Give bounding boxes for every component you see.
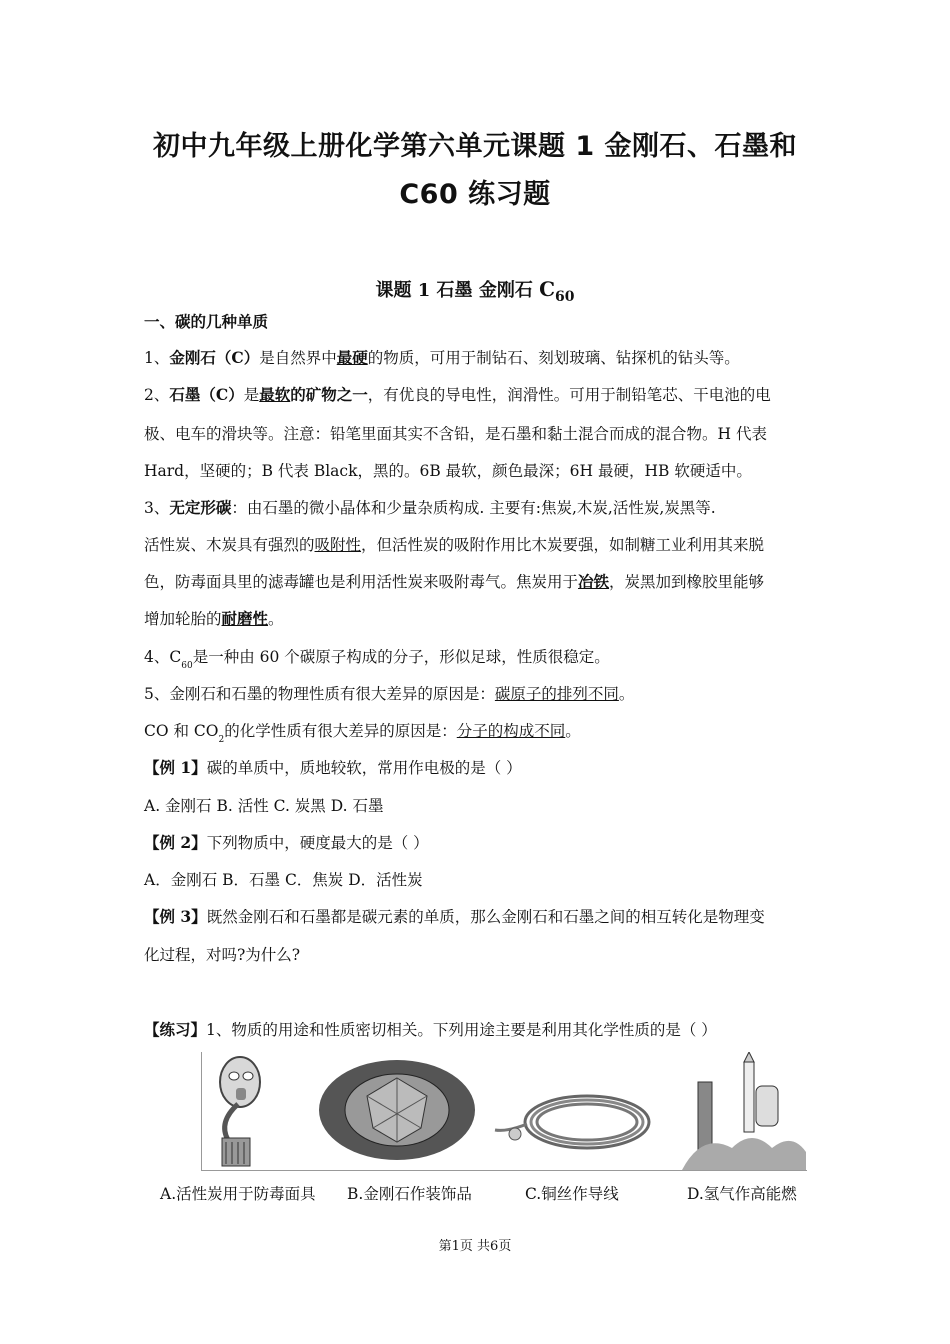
item-1 bbox=[144, 347, 740, 369]
example-1-question: 碳的单质中，质地较软，常用作电极的是（ ） bbox=[206, 759, 522, 777]
copper-wire-image bbox=[487, 1052, 667, 1170]
example-2 bbox=[144, 832, 429, 854]
item-3-line3 bbox=[144, 571, 764, 593]
item-5-answer: 碳原子的排列不同 bbox=[494, 685, 619, 703]
gas-mask-image bbox=[208, 1052, 286, 1170]
item-5-text: 5、金刚石和石墨的物理性质有很大差异的原因是： bbox=[144, 685, 495, 703]
lesson-heading-text: 课题 1 石墨 金刚石 bbox=[375, 280, 540, 301]
item-3-line4-text: 增加轮胎的 bbox=[144, 610, 222, 628]
item-2-line3: Hard，坚硬的；B 代表 Black，黑的。6B 最软，颜色最深；6H 最硬，HB 软硬适中。 bbox=[144, 462, 752, 480]
lesson-heading bbox=[0, 276, 950, 305]
item-5-line2 bbox=[144, 720, 581, 751]
item-3-text: ：由石墨的微小晶体和少量杂质构成. 主要有:焦炭,木炭,活性炭,炭黑等. bbox=[231, 499, 716, 517]
item-3-line4 bbox=[144, 608, 284, 630]
item-1-number: 1、 bbox=[144, 349, 170, 367]
example-2-options: A．金刚石 B．石墨 C．焦炭 D．活性炭 bbox=[144, 871, 423, 889]
item-3-subject: 无定形碳 bbox=[169, 498, 232, 517]
item-4 bbox=[144, 646, 610, 677]
example-3 bbox=[144, 906, 765, 928]
example-2-label: 【例 2】 bbox=[144, 833, 207, 852]
item-3 bbox=[144, 497, 716, 519]
example-3-question: 既然金刚石和石墨都是碳元素的单质，那么金刚石和石墨之间的相互转化是物理变 bbox=[206, 908, 765, 926]
document-title-line2: C60 练习题 bbox=[399, 179, 551, 210]
item-4-text: 是一种由 60 个碳原子构成的分子，形似足球，性质很稳定。 bbox=[192, 648, 610, 666]
option-a-caption: A.活性炭用于防毒面具 bbox=[160, 1185, 316, 1203]
option-images-row bbox=[201, 1052, 807, 1171]
item-3-keyword-wear: 耐磨性 bbox=[221, 609, 269, 628]
item-2-line2: 极、电车的滑块等。注意：铅笔里面其实不含铅，是石墨和黏土混合而成的混合物。H 代表 bbox=[144, 425, 767, 443]
item-5-end: 。 bbox=[618, 685, 635, 703]
diamond-image bbox=[317, 1052, 477, 1170]
option-c-caption: C.铜丝作导线 bbox=[525, 1185, 619, 1203]
example-3-line2: 化过程，对吗?为什么? bbox=[144, 946, 301, 964]
item-2-keyword: 最软 bbox=[259, 385, 291, 404]
c60-subscript: 60 bbox=[555, 289, 575, 305]
item-5-line2-text2: 的化学性质有很大差异的原因是： bbox=[224, 722, 457, 740]
example-1-options: A. 金刚石 B. 活性 C. 炭黑 D. 石墨 bbox=[144, 797, 384, 815]
practice-label: 【练习】 bbox=[144, 1020, 207, 1039]
example-1-label: 【例 1】 bbox=[144, 758, 207, 777]
item-3-line2-text-end: ，但活性炭的吸附作用比木炭要强，如制糖工业利用其来脱 bbox=[361, 536, 765, 554]
item-3-line2 bbox=[144, 534, 764, 556]
document-title-line1: 初中九年级上册化学第六单元课题 1 金刚石、石墨和 bbox=[152, 131, 798, 162]
item-2-subject: 石墨（C） bbox=[169, 385, 244, 404]
item-3-keyword-iron: 冶铁 bbox=[578, 572, 610, 591]
item-2-keyword-rest: 的矿物之一 bbox=[290, 385, 368, 404]
rocket-launch-image bbox=[682, 1052, 806, 1170]
item-1-subject: 金刚石（C） bbox=[169, 348, 260, 367]
practice-question: 1、物质的用途和性质密切相关。下列用途主要是利用其化学性质的是（ ） bbox=[206, 1021, 717, 1039]
item-5-line2-answer: 分子的构成不同 bbox=[456, 722, 566, 740]
item-4-subscript: 60 bbox=[181, 661, 193, 671]
item-2 bbox=[144, 384, 771, 406]
item-3-line2-text: 活性炭、木炭具有强烈的 bbox=[144, 536, 315, 554]
c60-symbol bbox=[539, 277, 575, 305]
example-3-label: 【例 3】 bbox=[144, 907, 207, 926]
item-3-number: 3、 bbox=[144, 499, 170, 517]
example-2-question: 下列物质中，硬度最大的是（ ） bbox=[206, 834, 429, 852]
item-5-line2-text: CO 和 CO bbox=[144, 722, 219, 740]
item-4-number: 4、C bbox=[144, 648, 182, 666]
practice-1 bbox=[144, 1019, 717, 1041]
item-2-number: 2、 bbox=[144, 386, 170, 404]
option-b-caption: B.金刚石作装饰品 bbox=[347, 1185, 472, 1203]
option-d-caption: D.氢气作高能燃 bbox=[687, 1185, 797, 1203]
section-heading: 一、碳的几种单质 bbox=[144, 312, 269, 331]
item-1-keyword: 最硬 bbox=[336, 348, 368, 367]
co2-subscript: 2 bbox=[218, 735, 225, 745]
example-1 bbox=[144, 757, 522, 779]
item-3-keyword-adsorption: 吸附性 bbox=[314, 536, 362, 554]
item-5-line2-end: 。 bbox=[565, 722, 581, 740]
item-1-text-end: 的物质，可用于制钻石、刻划玻璃、钻探机的钻头等。 bbox=[367, 349, 740, 367]
c60-c: C bbox=[539, 277, 556, 301]
item-2-text-end: ，有优良的导电性，润滑性。可用于制铅笔芯、干电池的电 bbox=[367, 386, 771, 404]
page-footer: 第1页 共6页 bbox=[438, 1239, 512, 1254]
item-5 bbox=[144, 683, 634, 705]
item-3-line3-text: 色，防毒面具里的滤毒罐也是利用活性炭来吸附毒气。焦炭用于 bbox=[144, 573, 579, 591]
item-2-text: 是 bbox=[243, 386, 260, 404]
item-1-text: 是自然界中 bbox=[259, 349, 337, 367]
item-3-line3-text-end: ，炭黑加到橡胶里能够 bbox=[609, 573, 765, 591]
item-3-line4-end: 。 bbox=[268, 610, 284, 628]
